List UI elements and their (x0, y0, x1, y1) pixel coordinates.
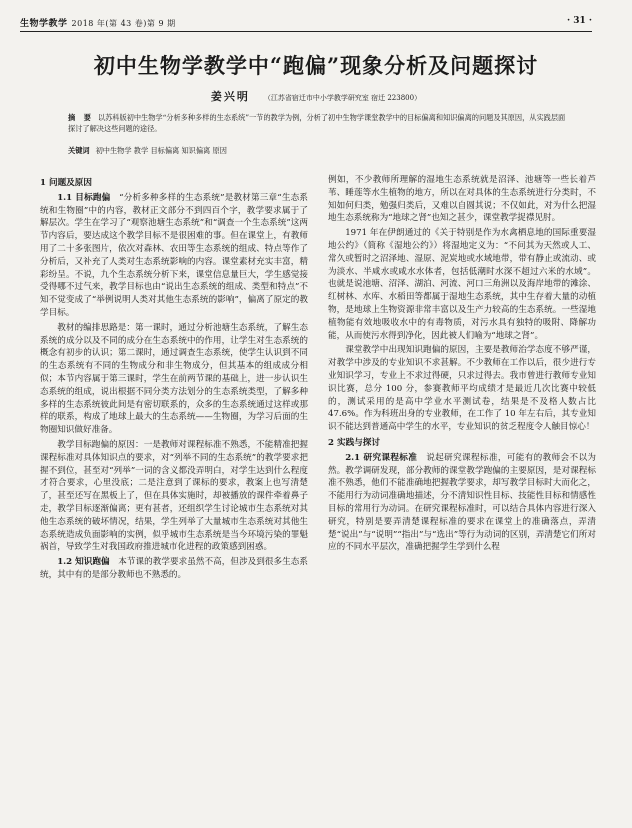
author-name: 姜兴明 (210, 90, 250, 103)
subsection-heading-1-2: 1.2 知识跑偏 (57, 557, 110, 568)
right-column (328, 174, 596, 556)
subsection-heading-2-1: 2.1 研究课程标准 (345, 452, 418, 463)
keywords (68, 145, 572, 156)
journal-name: 生物学教学 2018 年(第 43 卷)第 9 期 (20, 19, 176, 29)
header-rule (20, 31, 592, 32)
running-header (20, 12, 592, 30)
abstract (68, 112, 572, 134)
paragraph: 2.1 研究课程标准 说起研究课程标准，可能有的教师会不以为然。教学调研发现，部分教师的课堂教学跑偏的主要原因，是对课程标准不熟悉，他们不能准确地把握教学要求，却写教学目标时大而化之，不能用行为动词准确地描述，分不清知识性目标、技能性目标和情感性目标的常用行为动词。在研究课程标准时，可以结合具体内容进行深入研究，特别是要弄清楚课程标准的要求在课堂上的准确落点，弄清楚“说出”与“说明”“指出”与“选出”等行为动词的区别，弄清楚它们所对应的不同水平层次，准确把握学生学到什么程 (328, 452, 596, 553)
paragraph: 1.2 知识跑偏 本节课的教学要求虽然不高，但涉及到很多生态系统，其中有的是部分教师也不熟悉的。 (40, 557, 308, 580)
paragraph: 1.1 目标跑偏 “分析多种多样的生态系统”是教材第三章“生态系统和生物圈”中的内容，教材正文部分不到四百个字，教学要求属于了解层次。学生在学习了“观察池塘生态系统”和“调查一个生态系统”这两节内容后，要达成这个教学目标不是很困难的事。但在课堂上，有教师用了二十多张图片，依次对森林、农田等生态系统的组成、特点等作了分析后，又补充了人类对生态系统影响的内容。课堂素材充实丰富，精彩纷呈。不说，九个生态系统分析下来，课堂信息量巨大，学生感觉接受得哪不过气来，教学目标也由“说出生态系统的组成、类型和特点”不知不觉变成了“举例说明人类对其他生态系统的影响”，偏离了原定的教学目标。 (40, 192, 308, 318)
paragraph: 课堂教学中出现知识跑偏的原因，主要是教师治学态度不够严谨，对教学中涉及的专业知识不求甚解。不少教师在工作以后，很少进行专业知识学习，专业上不求过得硬，只求过得去。我市曾进行教师专业知识比赛，总分 100 分，参赛教师平均成绩才是最近几次比赛中较低的，测试采用的是高中学业水平测试卷，结果是不及格人数占比 47.6%。作为科班出身的专业教师，在工作了 10 年左右后，其专业知识不能达到普通高中学生的水平，专业知识的贫乏程度令人触目惊心！ (328, 345, 596, 433)
keywords-text: 初中生物学 教学 目标偏离 知识偏离 原因 (95, 146, 227, 155)
abstract-text: 以苏科版初中生物学“分析多种多样的生态系统”一节的教学为例，分析了初中生物学课堂教学中的目标偏离和知识偏离的问题及其原因，从实践层面探讨了解决这些问题的途径。 (68, 113, 566, 133)
paragraph: 教学目标跑偏的原因：一是教师对课程标准不熟悉，不能精准把握课程标准对具体知识点的要求，对“列举不同的生态系统”的教学要求把握不到位，甚至对“列举”一词的含义都没弄明白，对学生达到什么程度才符合要求，心里没底；二是注意到了课标的要求，教案上也写清楚了，甚至还写在黑板上了，但在具体实施时，却被播放的课件牵着鼻子走，教学目标逐渐偏离；更有甚者，还组织学生讨论城市生态系统对其他生态系统的破坏情况，结果，学生列举了大量城市生态系统对其他生态系统造成负面影响的实例，似乎城市生态系统是当今环境污染的罪魁祸首，导致学生对我国政府推进城市化进程的政策感到困惑。 (40, 439, 308, 553)
abstract-label: 摘 要 (68, 113, 94, 122)
section-heading-1: 1 问题及原因 (40, 178, 92, 188)
issue-info: 2018 年(第 43 卷)第 9 期 (71, 19, 176, 28)
keywords-label: 关键词 (68, 146, 90, 155)
author-affiliation: （江苏省宿迁市中小学教学研究室 宿迁 223800） (263, 94, 422, 102)
paragraph: 教材的编排思路是：第一课时，通过分析池塘生态系统，了解生态系统的成分以及不同的成分在生态系统中的作用，让学生对生态系统的概念有初步的认识；第二课时，通过调查生态系统，使学生认识到不同的生态系统有不同的生物成分和非生物成分，但其基本的组成成分相似；本节内容属于第三课时，学生在前两节课的基础上，进一步认识生态系统的组成，说出根据不同分类方法划分的生态系统类型，了解多种多样的生态系统彼此间是有密切联系的，众多的生态系统通过这样或那样的联系，构成了地球上最大的生态系统——生物圈，为学习后面的生物圈知识做好准备。 (40, 322, 308, 436)
paragraph: 例如，不少教师所理解的湿地生态系统就是沼泽、池塘等一些长着芦苇、睡莲等水生植物的地方，所以在对具体的生态系统进行分类时，不知如何归类，勉强归类后，又难以自圆其说；不仅如此，对为什么把湿地生态系统称为“地球之肾”也知之甚少，课堂教学捉襟见肘。 (328, 175, 596, 224)
author-line (0, 88, 632, 104)
page-number: · 31 · (566, 16, 592, 26)
article-title: 初中生物学教学中“跑偏”现象分析及问题探讨 (93, 53, 539, 78)
section-heading-2: 2 实践与探讨 (328, 437, 380, 448)
subsection-heading-1-1: 1.1 目标跑偏 (57, 192, 111, 203)
left-column (40, 174, 308, 584)
paragraph: 1971 年在伊朗通过的《关于特别是作为水禽栖息地的国际重要湿地公约》（简称《湿地公约》）将湿地定义为：“不问其为天然或人工、常久或暂时之沼泽地、湿原、泥炭地或水域地带，带有静止或流动、或为淡水、半咸水或咸水水体者，包括低潮时水深不超过六米的水域”。也就是说池塘、沼泽、湖泊、河流、河口三角洲以及海岸地带的滩涂、红树林、水库、水稻田等都属于湿地生态系统，其中生存着大量的动植物，是地球上生物资源非常丰富以及生产力较高的生态系统。一些湿地植物能有效地吸收水中的有毒物质，对污水具有独特的吸附、降解功能，从而使污水得到净化，因此被人们喻为“地球之肾”。 (328, 228, 596, 341)
